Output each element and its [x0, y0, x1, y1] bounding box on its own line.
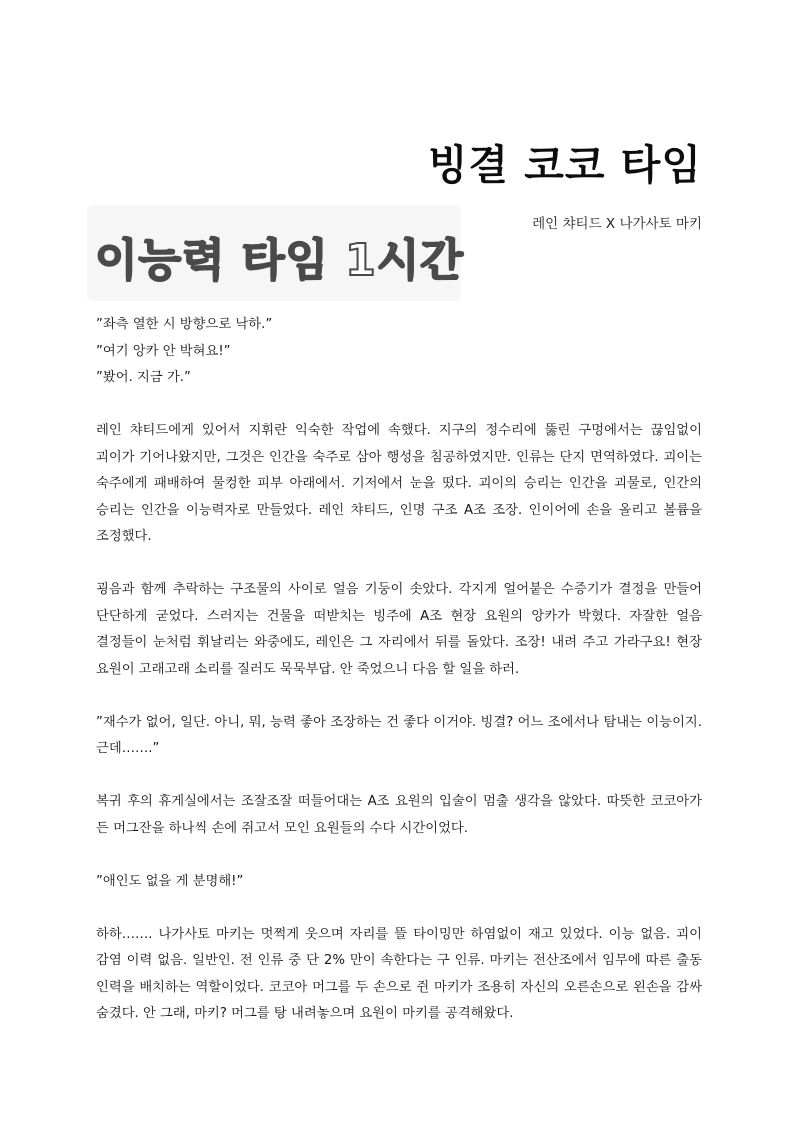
author-subtitle: 레인 챠티드 X 나가사토 마키 — [532, 216, 702, 232]
dialogue-line: ”봤어. 지금 가.” — [96, 370, 191, 385]
chapter-badge-text: 이능력 타임 1시간 — [95, 235, 464, 286]
page-title: 빙결 코코 타임 — [427, 141, 702, 189]
dialogue-paragraph: ”애인도 없을 게 분명해!” — [96, 873, 244, 889]
story-body — [96, 312, 702, 1054]
dialogue-line: ”좌측 열한 시 방향으로 낙하.” — [96, 317, 273, 332]
story-paragraph: 복귀 후의 휴게실에서는 조잘조잘 떠들어대는 A조 요원의 입술이 멈출 생각을 않았다. 따뜻한 코코아가 든 머그잔을 하나씩 손에 쥐고서 모인 요원들의 수다 시간이었다. — [96, 794, 702, 836]
dialogue-paragraph: ”재수가 없어, 일단. 아니, 뭐, 능력 좋아 조장하는 건 좋다 이거야. 빙결? 어느 조에서나 탐내는 이능이지. 근데…….” — [96, 714, 702, 756]
chapter-badge — [87, 205, 464, 301]
story-paragraph: 레인 챠티드에게 있어서 지휘란 익숙한 작업에 속했다. 지구의 정수리에 뚫린 구멍에서는 끊임없이 괴이가 기어나왔지만, 그것은 인간을 숙주로 삼아 행성을 침공하였지만. 인류는 단지 면역하였다. 괴이는 숙주에게 패배하여 물컹한 피부 아래에서. 기저에서 눈을 떴다. 괴이의 승리는 인간을 괴물로, 인간의 승리는 인간을 이능력자로 만들었다. 레인 챠티드, 인명 구조 A조 조장. 인이어에 손을 올리고 볼륨을 조정했다. — [96, 423, 702, 544]
story-paragraph: 굉음과 함께 추락하는 구조물의 사이로 얼음 기둥이 솟았다. 각지게 얼어붙은 수증기가 결정을 만들어 단단하게 굳었다. 스러지는 건물을 떠받치는 빙주에 A조 현장 요원의 앙카가 박혔다. 자잘한 얼음 결정들이 눈처럼 휘날리는 와중에도, 레인은 그 자리에서 뒤를 돌았다. 조장! 내려 주고 가라구요! 현장 요원이 고래고래 소리를 질러도 묵묵부답. 안 죽었으니 다음 할 일을 하러. — [96, 582, 702, 677]
story-paragraph: 하하……. 나가사토 마키는 멋쩍게 웃으며 자리를 뜰 타이밍만 하염없이 재고 있었다. 이능 없음. 괴이 감염 이력 없음. 일반인. 전 인류 중 단 2% 만이 속한다는 구 인류. 마키는 전산조에서 임무에 따른 출동 인력을 배치하는 역할이었다. 코코아 머그를 두 손으로 쥔 마키가 조용히 자신의 오른손으로 왼손을 감싸 숨겼다. 안 그래, 마키? 머그를 탕 내려놓으며 요원이 마키를 공격해왔다. — [96, 926, 702, 1021]
dialogue-line: ”여기 앙카 안 박혀요!” — [96, 343, 231, 359]
